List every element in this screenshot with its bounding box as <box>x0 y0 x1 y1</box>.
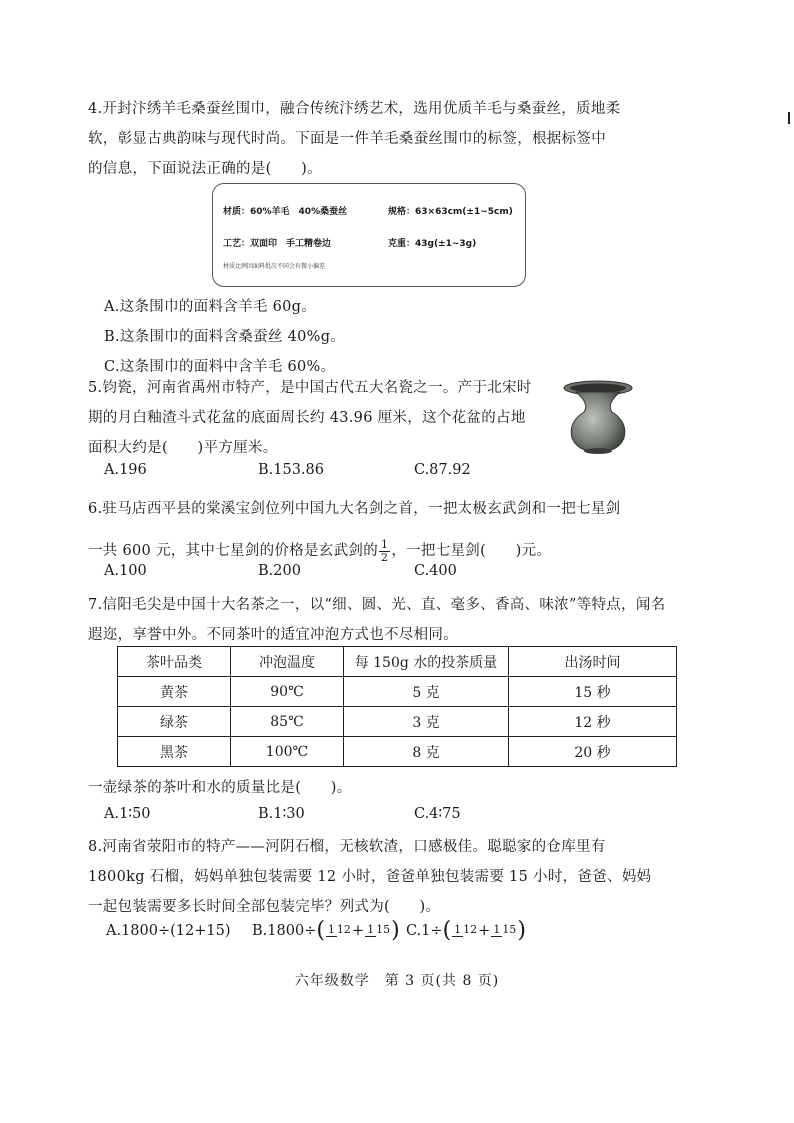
q5-options <box>104 462 471 478</box>
tea-table <box>117 646 677 767</box>
frac-num: 1 <box>367 923 375 936</box>
question-6 <box>88 494 688 566</box>
q8-line-2: 1800kg 石榴，妈妈单独包装需要 12 小时，爸爸单独包装需要 15 小时，爸爸、妈妈 <box>88 869 652 885</box>
plus-sign: + <box>351 922 365 939</box>
paren-right: ) <box>517 918 526 943</box>
question-8 <box>88 832 688 922</box>
q6-frac-den: 2 <box>381 550 389 564</box>
table-cell: 15 秒 <box>509 677 677 707</box>
q8b-frac-1 <box>326 924 351 937</box>
table-cell: 黄茶 <box>118 677 231 707</box>
q6-frac-num: 1 <box>381 537 389 551</box>
q6-fraction <box>379 539 390 564</box>
q5-line-1: 5.钧瓷，河南省禹州市特产，是中国古代五大名瓷之一。产于北宋时 <box>88 380 532 396</box>
q7-line-1: 7.信阳毛尖是中国十大名茶之一，以“细、圆、光、直、毫多、香高、味浓”等特点，闻名 <box>88 597 666 613</box>
q8c-frac-1 <box>452 924 477 937</box>
q8b-frac-2 <box>365 924 390 937</box>
question-4 <box>88 94 688 184</box>
table-cell: 20 秒 <box>509 737 677 767</box>
q4-option-b: B.这条围巾的面料含桑蚕丝 40%g。 <box>104 329 346 345</box>
q8-option-b <box>252 918 406 943</box>
table-header-row <box>118 647 677 677</box>
paren-left: ( <box>316 918 325 943</box>
frac-den: 15 <box>376 923 391 936</box>
table-row <box>118 737 677 767</box>
q8-option-c-pre: C.1÷ <box>406 922 443 939</box>
q6-option-a: A.100 <box>104 563 147 579</box>
flowerpot-image <box>560 378 636 456</box>
q4-options <box>104 292 704 382</box>
q7-option-a: A.1∶50 <box>104 806 151 822</box>
paren-right: ) <box>391 918 400 943</box>
table-header: 冲泡温度 <box>231 647 344 677</box>
q4-line-3: 的信息，下面说法正确的是( )。 <box>88 161 322 177</box>
tag-spec: 规格：63×63cm(±1~5cm) <box>388 207 513 217</box>
q5-option-b: B.153.86 <box>258 462 325 478</box>
q6-line-2-post: ，一把七星剑( )元。 <box>391 543 552 559</box>
q8-options <box>106 918 526 943</box>
table-cell: 3 克 <box>344 707 509 737</box>
table-cell: 90℃ <box>231 677 344 707</box>
q6-line-2 <box>88 536 688 566</box>
q7-line-2: 遐迩，享誉中外。不同茶叶的适宜冲泡方式也不尽相同。 <box>88 627 458 643</box>
q8-option-a: A.1800÷(12+15) <box>106 922 231 939</box>
q4-option-a: A.这条围巾的面料含羊毛 60g。 <box>104 299 317 315</box>
table-cell: 5 克 <box>344 677 509 707</box>
q7-option-c: C.4∶75 <box>414 806 461 822</box>
tag-craft: 工艺：双面印 手工精卷边 <box>223 239 332 249</box>
frac-den: 12 <box>336 923 351 936</box>
tag-material: 材质：60%羊毛 40%桑蚕丝 <box>223 207 348 217</box>
frac-num: 1 <box>327 923 335 936</box>
q8-option-c <box>406 918 526 943</box>
q5-option-a: A.196 <box>104 462 147 478</box>
table-header: 每 150g 水的投茶质量 <box>344 647 509 677</box>
q6-option-c: C.400 <box>414 563 457 579</box>
q8c-frac-2 <box>491 924 516 937</box>
scan-edge-mark <box>788 112 790 124</box>
plus-sign: + <box>478 922 491 939</box>
table-cell: 8 克 <box>344 737 509 767</box>
table-cell: 黑茶 <box>118 737 231 767</box>
paren-left: ( <box>442 918 452 943</box>
q7-question <box>88 773 688 803</box>
q5-line-2: 期的月白釉渣斗式花盆的底面周长约 43.96 厘米，这个花盆的占地 <box>88 410 526 426</box>
q8-line-1: 8.河南省荥阳市的特产——河阴石榴，无核软渣，口感极佳。聪聪家的仓库里有 <box>88 839 606 855</box>
tag-note: 材质比例因面料批次不同会有微小偏差 <box>223 263 326 270</box>
table-cell: 100℃ <box>231 737 344 767</box>
q7-options <box>104 806 461 822</box>
q8-line-3: 一起包装需要多长时间全部包装完毕？列式为( )。 <box>88 899 441 915</box>
table-header: 茶叶品类 <box>118 647 231 677</box>
q7-question-text: 一壶绿茶的茶叶和水的质量比是( )。 <box>88 780 352 796</box>
q4-option-c: C.这条围巾的面料中含羊毛 60%。 <box>104 359 336 375</box>
q7-option-b: B.1∶30 <box>258 806 305 822</box>
frac-num: 1 <box>454 923 462 936</box>
frac-den: 12 <box>463 923 478 936</box>
table-row <box>118 707 677 737</box>
table-cell: 85℃ <box>231 707 344 737</box>
q4-line-1: 4.开封汴绣羊毛桑蚕丝围巾，融合传统汴绣艺术，选用优质羊毛与桑蚕丝，质地柔 <box>88 101 621 117</box>
q5-line-3: 面积大约是( )平方厘米。 <box>88 440 278 456</box>
table-cell: 12 秒 <box>509 707 677 737</box>
q6-options <box>104 563 457 579</box>
q6-line-2-pre: 一共 600 元，其中七星剑的价格是玄武剑的 <box>88 543 378 559</box>
q6-option-b: B.200 <box>258 563 301 579</box>
frac-num: 1 <box>493 923 501 936</box>
scarf-tag <box>212 183 526 287</box>
q8-option-b-pre: B.1800÷ <box>252 922 317 939</box>
q4-line-2: 软，彰显古典韵味与现代时尚。下面是一件羊毛桑蚕丝围巾的标签，根据标签中 <box>88 131 606 147</box>
q6-line-1: 6.驻马店西平县的棠溪宝剑位列中国九大名剑之首，一把太极玄武剑和一把七星剑 <box>88 501 621 517</box>
question-7 <box>88 590 688 650</box>
tag-weight: 克重：43g(±1~3g) <box>388 239 477 249</box>
table-row <box>118 677 677 707</box>
table-cell: 绿茶 <box>118 707 231 737</box>
table-header: 出汤时间 <box>509 647 677 677</box>
q5-option-c: C.87.92 <box>414 462 471 478</box>
frac-den: 15 <box>502 923 517 936</box>
page-footer: 六年级数学 第 3 页(共 8 页) <box>294 973 500 989</box>
